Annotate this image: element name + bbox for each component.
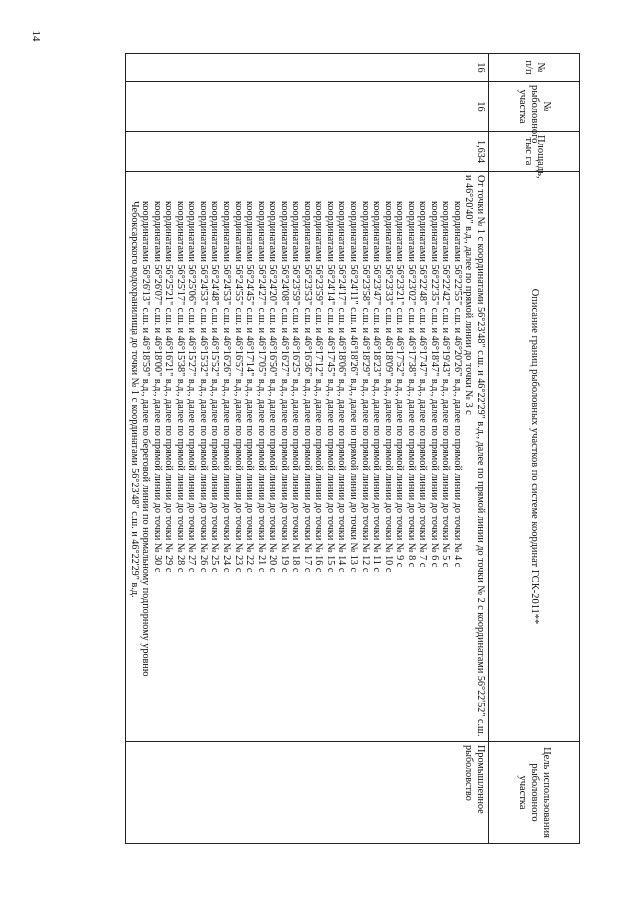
description-line: координатами 56°24'53" с.ш. и 46°16'26" в.д., далее по прямой линии до точки № 24 с xyxy=(220,201,232,573)
description-line: координатами 56°22'42" с.ш. и 46°19'43" в.д., далее по прямой линии до точки № 5 с xyxy=(440,201,452,568)
row-plot-number: 16 xyxy=(126,82,489,132)
description-line: координатами 56°22'35" с.ш. и 46°18'47" в.д., далее по прямой линии до точки № 6 с xyxy=(428,201,440,568)
header-description: Описание границ рыболовных участков по системе координат ГСК-2011** xyxy=(489,172,580,742)
description-line: координатами 56°22'55" с.ш. и 46°20'26" в.д., далее по прямой линии до точки № 4 с xyxy=(451,201,463,568)
description-first-line: От точки № 1 с координатами 56°23'48" с.ш. и 46°22'29" в.д., далее по прямой линии до точки № 2 с координатами 56°22'52" с.ш. и 46°20'40" в.д., далее по прямой линии до точки № 3 с xyxy=(463,175,486,737)
fishing-plots-table xyxy=(125,53,580,844)
header-purpose: Цель использования рыболовного участка xyxy=(489,742,580,844)
description-line: координатами 56°23'21" с.ш. и 46°17'52" в.д., далее по прямой линии до точки № 9 с xyxy=(394,201,406,568)
page-number: 14 xyxy=(30,30,42,42)
description-line: координатами 56°23'58" с.ш. и 46°18'29" в.д., далее по прямой линии до точки № 12 с xyxy=(359,201,371,573)
description-line: координатами 56°23'33" с.ш. и 46°18'09" в.д., далее по прямой линии до точки № 10 с xyxy=(382,201,394,573)
description-line: координатами 56°24'27" с.ш. и 46°17'05" в.д., далее по прямой линии до точки № 21 с xyxy=(255,201,267,573)
description-line: координатами 56°25'21" с.ш. и 46°16'21" в.д., далее по прямой линии до точки № 29 с xyxy=(163,201,175,573)
row-description xyxy=(126,172,489,742)
description-line: координатами 56°24'55" с.ш. и 46°16'57" в.д., далее по прямой линии до точки № 23 с xyxy=(232,201,244,573)
table-header-row xyxy=(489,54,580,844)
description-line: координатами 56°24'48" с.ш. и 46°15'52" в.д., далее по прямой линии до точки № 25 с xyxy=(209,201,221,573)
row-purpose: Промышленное рыболовство xyxy=(126,742,489,844)
description-line: координатами 56°24'20" с.ш. и 46°16'50" в.д., далее по прямой линии до точки № 20 с xyxy=(267,201,279,573)
description-line: координатами 56°24'08" с.ш. и 46°16'27" в.д., далее по прямой линии до точки № 19 с xyxy=(278,201,290,573)
description-line: координатами 56°24'17" с.ш. и 46°18'06" в.д., далее по прямой линии до точки № 14 с xyxy=(336,201,348,573)
description-line: координатами 56°26'07" с.ш. и 46°18'00" в.д., далее по прямой линии до точки № 30 с xyxy=(151,201,163,573)
description-lines xyxy=(128,175,463,738)
description-line: координатами 56°24'53" с.ш. и 46°15'32" в.д., далее по прямой линии до точки № 26 с xyxy=(197,201,209,573)
rotated-page xyxy=(48,53,580,843)
description-line: координатами 56°23'47" с.ш. и 46°18'23" в.д., далее по прямой линии до точки № 11 с xyxy=(371,201,383,572)
description-line: координатами 56°24'14" с.ш. и 46°17'45" в.д., далее по прямой линии до точки № 15 с xyxy=(324,201,336,573)
description-line: координатами 56°23'59" с.ш. и 46°16'25" в.д., далее по прямой линии до точки № 18 с xyxy=(290,201,302,573)
description-line: координатами 56°25'17" с.ш. и 46°15'38" в.д., далее по прямой линии до точки № 28 с xyxy=(174,201,186,573)
description-line: координатами 56°24'45" с.ш. и 46°17'14" в.д., далее по прямой линии до точки № 22 с xyxy=(244,201,256,573)
description-line: координатами 56°24'11" с.ш. и 46°18'26" в.д., далее по прямой линии до точки № 13 с xyxy=(347,201,359,572)
description-line: координатами 56°26'13" с.ш. и 46°18'59" в.д., далее по береговой линии по нормальному подпорному уровню Чебоксарского водохранилища до точки № 1 с координатами 56°23'48" с.ш. и 46°22'29" в.д. xyxy=(128,201,152,677)
row-area: 1,634 xyxy=(126,132,489,172)
header-area: Площадь, тыс га xyxy=(489,132,580,172)
description-line: координатами 56°22'48" с.ш. и 46°17'47" в.д., далее по прямой линии до точки № 7 с xyxy=(417,201,429,568)
description-line: координатами 56°23'59" с.ш. и 46°17'12" в.д., далее по прямой линии до точки № 16 с xyxy=(313,201,325,573)
description-line: координатами 56°25'06" с.ш. и 46°15'27" в.д., далее по прямой линии до точки № 27 с xyxy=(186,201,198,573)
row-num: 16 xyxy=(126,54,489,82)
description-line: координатами 56°23'53" с.ш. и 46°16'36" в.д., далее по прямой линии до точки № 17 с xyxy=(301,201,313,573)
header-plot-number: № рыболовного участка xyxy=(489,82,580,132)
description-line: координатами 56°23'02" с.ш. и 46°17'38" в.д., далее по прямой линии до точки № 8 с xyxy=(405,201,417,568)
header-num: № п/п xyxy=(489,54,580,82)
table-row xyxy=(126,54,489,844)
